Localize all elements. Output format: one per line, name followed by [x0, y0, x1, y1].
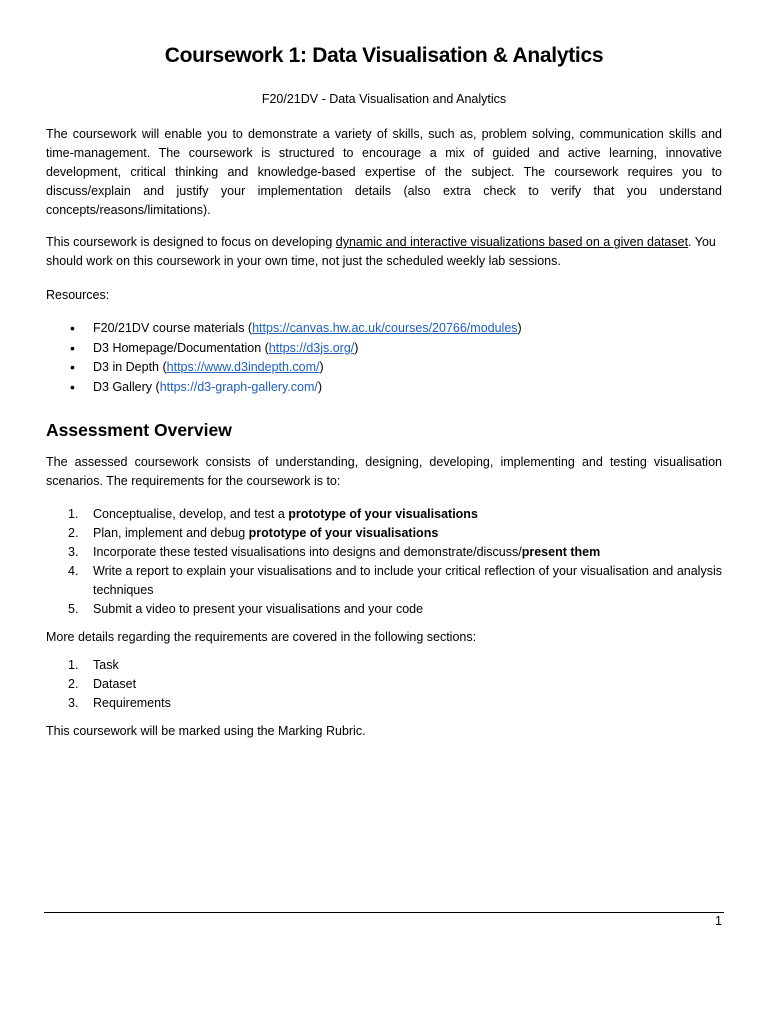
- requirement-item: 4. Write a report to explain your visualisations and to include your critical reflection of your visualisation and analysis techniques: [68, 564, 722, 597]
- assessment-heading: Assessment Overview: [46, 420, 232, 440]
- intro-paragraph: The coursework will enable you to demonstrate a variety of skills, such as, problem solving, communication skills and time-management. The coursework is structured to encourage a mix of guided and active learning, innovative development, critical thinking and knowledge-based expertise of the subject. The coursework requires you to discuss/explain and justify your implementation details (also extra check to verify that you understand concepts/reasons/limitations).: [46, 127, 722, 217]
- requirements-list: [46, 505, 722, 619]
- focus-paragraph: [46, 233, 722, 271]
- requirement-item: 2. Plan, implement and debug prototype of your visualisations: [68, 526, 439, 540]
- resource-link-course-materials[interactable]: https://canvas.hw.ac.uk/courses/20766/modules: [252, 321, 518, 335]
- focus-underlined-text: dynamic and interactive visualizations based on a given dataset: [335, 235, 689, 249]
- more-details-text: More details regarding the requirements are covered in the following sections:: [46, 630, 477, 644]
- document-title: Coursework 1: Data Visualisation & Analytics: [164, 44, 604, 67]
- resource-item: • D3 in Depth (https://www.d3indepth.com/): [46, 358, 722, 378]
- resource-item: • F20/21DV course materials (https://canvas.hw.ac.uk/courses/20766/modules): [46, 319, 722, 339]
- requirement-item: 1. Conceptualise, develop, and test a prototype of your visualisations: [68, 507, 478, 521]
- focus-text-after: . You should work on this coursework in your own time, not just the scheduled weekly lab sessions.: [46, 235, 716, 268]
- page-number: 1: [715, 914, 722, 928]
- focus-text-before: This coursework is designed to focus on developing: [46, 235, 336, 249]
- section-item: 3. Requirements: [68, 696, 171, 710]
- footer-divider: [44, 912, 724, 913]
- requirement-item: 3. Incorporate these tested visualisations into designs and demonstrate/discuss/present them: [68, 545, 601, 559]
- section-item: 1. Task: [68, 658, 119, 672]
- resource-link-d3-in-depth[interactable]: https://www.d3indepth.com/: [166, 360, 320, 374]
- resource-link-d3-gallery[interactable]: https://d3-graph-gallery.com/: [159, 379, 318, 394]
- assessment-intro: The assessed coursework consists of understanding, designing, developing, implementing and testing visualisation scenarios. The requirements for the coursework is to:: [46, 455, 722, 488]
- section-item: 2. Dataset: [68, 677, 137, 691]
- resource-link-d3-homepage[interactable]: https://d3js.org/: [268, 340, 355, 355]
- sections-list: [46, 656, 722, 713]
- requirement-item: 5. Submit a video to present your visualisations and your code: [68, 602, 424, 616]
- resources-list: [46, 319, 722, 397]
- resource-item: • D3 Homepage/Documentation (https://d3js.org/): [46, 339, 722, 359]
- marking-text: This coursework will be marked using the Marking Rubric.: [46, 724, 366, 738]
- resources-label: Resources:: [46, 288, 110, 302]
- document-subtitle: F20/21DV - Data Visualisation and Analytics: [261, 92, 507, 106]
- resource-item: • D3 Gallery (https://d3-graph-gallery.com/): [46, 378, 722, 398]
